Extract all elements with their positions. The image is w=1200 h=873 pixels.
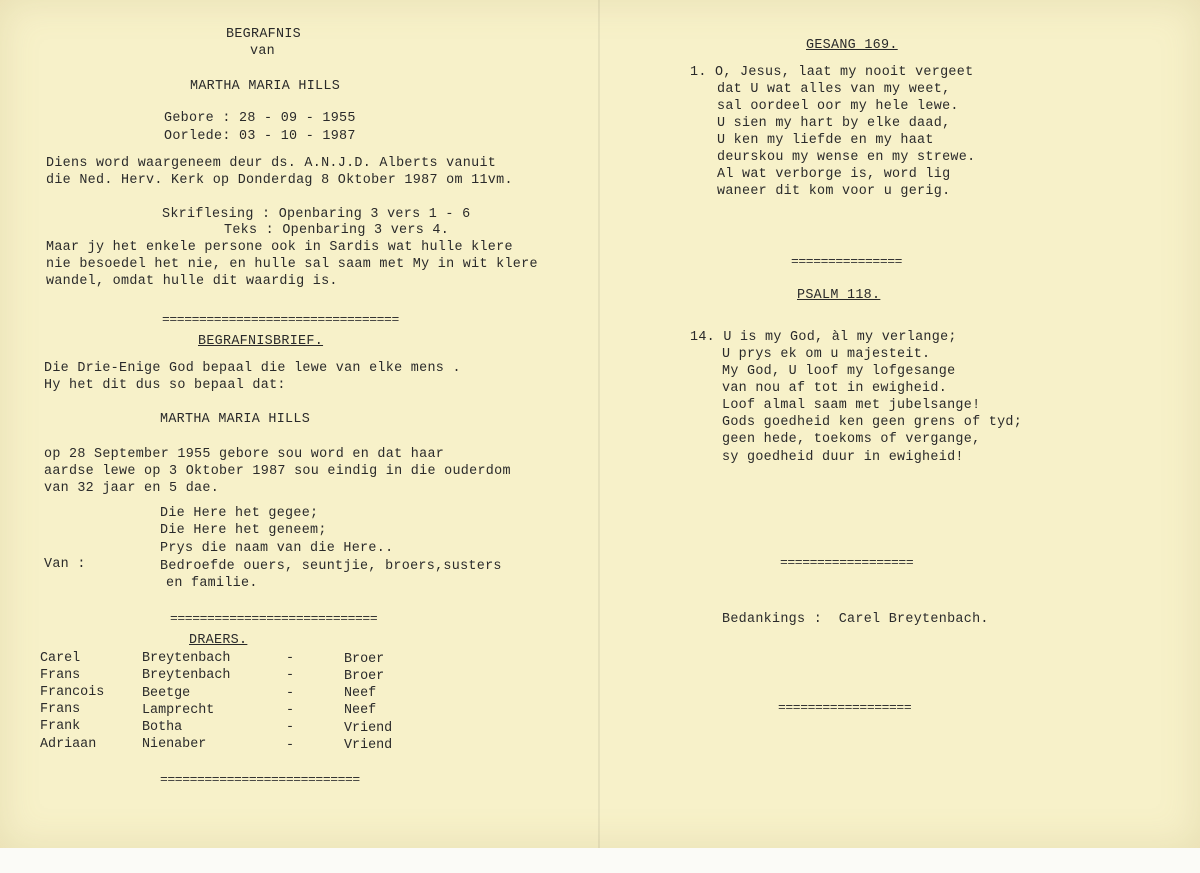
deceased-name: MARTHA MARIA HILLS xyxy=(190,79,341,94)
bearer-first: Frank xyxy=(40,719,81,734)
divider-rule: ================== xyxy=(780,555,914,570)
hymn-line: sal oordeel oor my hele lewe. xyxy=(717,99,959,114)
verse-line-1: Maar jy het enkele persone ook in Sardis wat hulle klere xyxy=(46,240,513,255)
bearer-last: Beetge xyxy=(142,686,191,701)
service-line-1: Diens word waargeneem deur ds. A.N.J.D. Alberts vanuit xyxy=(46,156,497,171)
from-line-1: Bedroefde ouers, seuntjie, broers,susters xyxy=(160,559,502,574)
bearer-relation: Broer xyxy=(344,652,385,667)
psalm-line: geen hede, toekoms of vergange, xyxy=(722,432,981,447)
hymn-heading: GESANG 169. xyxy=(806,38,898,53)
divider-rule: =========================== xyxy=(160,772,360,787)
service-line-2: die Ned. Herv. Kerk op Donderdag 8 Oktober 1987 om 11vm. xyxy=(46,173,513,188)
bearer-relation: Neef xyxy=(344,703,377,718)
hymn-line: U sien my hart by elke daad, xyxy=(717,116,951,131)
bearer-first: Carel xyxy=(40,651,81,666)
title-van: van xyxy=(250,44,276,59)
letter-name: MARTHA MARIA HILLS xyxy=(160,412,311,427)
hymn-line: deurskou my wense en my strewe. xyxy=(717,150,976,165)
letter-line-1: Die Drie-Enige God bepaal die lewe van elke mens . xyxy=(44,361,461,376)
thanks-line: Bedankings : Carel Breytenbach. xyxy=(722,612,989,627)
psalm-line: U prys ek om u majesteit. xyxy=(722,347,931,362)
bearer-dash: - xyxy=(286,720,295,735)
bearer-dash: - xyxy=(286,651,295,666)
bearer-last: Breytenbach xyxy=(142,668,231,683)
psalm-line: sy goedheid duur in ewigheid! xyxy=(722,450,964,465)
bearer-last: Lamprecht xyxy=(142,703,215,718)
verse-line-3: wandel, omdat hulle dit waardig is. xyxy=(46,274,338,289)
hymn-line: waneer dit kom voor u gerig. xyxy=(717,184,951,199)
bearer-dash: - xyxy=(286,686,295,701)
psalm-line: van nou af tot in ewigheid. xyxy=(722,381,948,396)
psalm-heading: PSALM 118. xyxy=(797,288,881,303)
bearer-first: Adriaan xyxy=(40,737,97,752)
bearer-dash: - xyxy=(286,738,295,753)
bearer-first: Francois xyxy=(40,685,105,700)
divider-rule: ============================ xyxy=(170,611,378,626)
hymn-line: U ken my liefde en my haat xyxy=(717,133,934,148)
birth-date: Gebore : 28 - 09 - 1955 xyxy=(164,111,356,126)
bearer-first: Frans xyxy=(40,702,81,717)
death-date: Oorlede: 03 - 10 - 1987 xyxy=(164,129,356,144)
hymn-line: Al wat verborge is, word lig xyxy=(717,167,951,182)
letter-line-4: aardse lewe op 3 Oktober 1987 sou eindig in die ouderdom xyxy=(44,464,511,479)
job-line-2: Die Here het geneem; xyxy=(160,523,327,538)
psalm-line: Loof almal saam met jubelsange! xyxy=(722,398,981,413)
title: BEGRAFNIS xyxy=(226,27,302,42)
center-fold xyxy=(598,0,600,848)
verse-line-2: nie besoedel het nie, en hulle sal saam met My in wit klere xyxy=(46,257,538,272)
bearer-relation: Vriend xyxy=(344,721,393,736)
bearer-first: Frans xyxy=(40,668,81,683)
divider-rule: =============== xyxy=(791,254,903,269)
bearers-heading: DRAERS. xyxy=(189,633,248,648)
from-label: Van : xyxy=(44,557,86,572)
divider-rule: ================================ xyxy=(162,312,399,327)
hymn-line: dat U wat alles van my weet, xyxy=(717,82,951,97)
bearer-last: Botha xyxy=(142,720,183,735)
bearer-dash: - xyxy=(286,703,295,718)
psalm-line: Gods goedheid ken geen grens of tyd; xyxy=(722,415,1023,430)
letter-heading: BEGRAFNISBRIEF. xyxy=(198,334,324,349)
bearer-relation: Neef xyxy=(344,686,377,701)
psalm-line: 14. U is my God, àl my verlange; xyxy=(690,330,957,345)
job-line-3: Prys die naam van die Here.. xyxy=(160,541,394,556)
job-line-1: Die Here het gegee; xyxy=(160,506,319,521)
bearer-last: Nienaber xyxy=(142,737,207,752)
letter-line-3: op 28 September 1955 gebore sou word en dat haar xyxy=(44,447,445,462)
letter-line-2: Hy het dit dus so bepaal dat: xyxy=(44,378,286,393)
psalm-line: My God, U loof my lofgesange xyxy=(722,364,956,379)
scan-margin xyxy=(0,848,1200,873)
bearer-relation: Broer xyxy=(344,669,385,684)
letter-line-5: van 32 jaar en 5 dae. xyxy=(44,481,220,496)
bearer-relation: Vriend xyxy=(344,738,393,753)
scripture-text: Teks : Openbaring 3 vers 4. xyxy=(224,223,450,238)
bearer-last: Breytenbach xyxy=(142,651,231,666)
from-line-2: en familie. xyxy=(166,576,258,591)
divider-rule: ================== xyxy=(778,700,912,715)
bearer-dash: - xyxy=(286,668,295,683)
scripture-reading: Skriflesing : Openbaring 3 vers 1 - 6 xyxy=(162,207,471,222)
hymn-line: 1. O, Jesus, laat my nooit vergeet xyxy=(690,65,974,80)
